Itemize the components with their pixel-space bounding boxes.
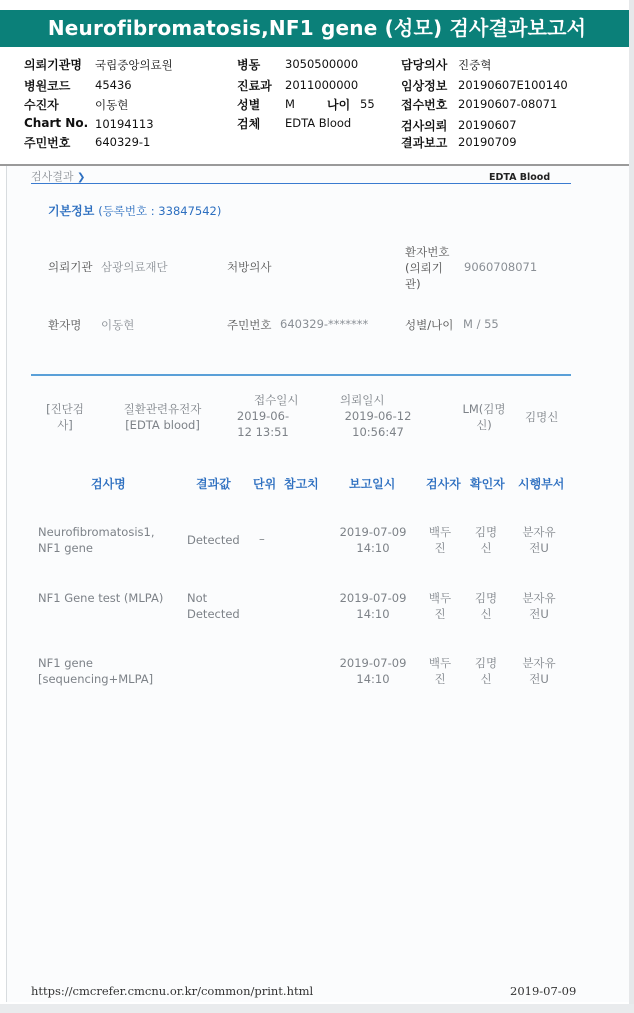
row-department: 분자유전U <box>522 656 556 686</box>
field-label: 검사의뢰 <box>401 119 448 133</box>
field-value: 이동현 <box>95 98 129 112</box>
ssn-value: 640329-******* <box>280 317 369 331</box>
specimen-label: EDTA Blood <box>489 172 551 183</box>
patient-no-label-line2: (의뢰기 <box>405 261 443 275</box>
field-value: 20190607E100140 <box>458 78 568 92</box>
row-department: 분자유전U <box>522 591 556 621</box>
field-label: Chart No. <box>24 116 89 130</box>
field-label: 수진자 <box>24 98 59 112</box>
print-url: https://cmcrefer.cmcnu.or.kr/common/print.html <box>31 984 314 998</box>
tab-underline <box>31 183 571 184</box>
result-tab-label: 검사결과 <box>31 170 74 183</box>
request-org-value: 삼광의료재단 <box>101 260 168 274</box>
registration-number: (등록번호 : 33847542) <box>98 204 222 218</box>
field-label: 성별 <box>237 98 261 112</box>
sex-age-label: 성별/나이 <box>405 318 454 332</box>
header-row <box>401 56 447 73</box>
doctor-label: 처방의사 <box>227 260 272 274</box>
row-report-date: 2019-07-09 14:10 <box>339 525 407 555</box>
col-header-report-date: 보고일시 <box>349 477 396 491</box>
summary-confirmer: 김명신 <box>525 410 559 424</box>
summary-test: 질환관련유전자[EDTA blood] <box>123 402 202 432</box>
field-value: 45436 <box>95 78 132 92</box>
field-label: 나이 <box>327 98 351 112</box>
row-unit: – <box>259 532 265 546</box>
basic-info-title: 기본정보 <box>48 204 95 218</box>
field-value: 진중혁 <box>458 58 492 72</box>
row-test-name: NF1 Gene test (MLPA) <box>38 591 164 605</box>
row-department: 분자유전U <box>522 525 556 555</box>
header-row <box>237 96 260 113</box>
col-header-reference: 참고치 <box>284 477 319 491</box>
col-header-department: 시행부서 <box>518 477 565 491</box>
field-label: 의뢰기관명 <box>24 58 82 72</box>
field-label: 진료과 <box>237 79 272 93</box>
section-divider <box>31 374 571 376</box>
chevron-down-icon: ❯ <box>77 172 86 183</box>
row-tester: 백두진 <box>428 525 452 555</box>
print-date: 2019-07-09 <box>510 984 577 998</box>
patient-name-value: 이동현 <box>101 318 135 332</box>
row-report-date: 2019-07-09 14:10 <box>339 591 407 621</box>
field-value: 20190607-08071 <box>458 97 558 111</box>
field-value: 3050500000 <box>285 57 359 71</box>
header-row <box>401 117 447 134</box>
field-value: 20190709 <box>458 135 517 149</box>
col-header-tester: 검사자 <box>426 477 461 491</box>
field-value: M <box>285 97 295 111</box>
ssn-label: 주민번호 <box>227 318 272 332</box>
header-row <box>24 96 59 113</box>
result-tab[interactable] <box>31 168 85 184</box>
patient-name-label: 환자명 <box>48 318 82 332</box>
field-value: 2011000000 <box>285 78 359 92</box>
header-row <box>24 116 88 130</box>
row-result: Detected <box>187 533 240 547</box>
header-row <box>401 77 447 94</box>
header-row <box>237 77 272 94</box>
row-tester: 백두진 <box>428 656 452 686</box>
summary-receipt-time: 2019-06-12 13:51 <box>236 409 290 439</box>
header-row <box>237 56 260 73</box>
request-time-label: 의뢰일시 <box>340 393 385 407</box>
col-header-result: 결과값 <box>196 477 231 491</box>
header-row <box>237 115 260 132</box>
basic-info-heading <box>48 202 221 219</box>
field-value: 20190607 <box>458 118 517 132</box>
header-row <box>401 96 447 113</box>
field-label: 주민번호 <box>24 136 71 150</box>
summary-lm: LM(김명신) <box>462 402 506 432</box>
row-confirmer: 김명신 <box>474 656 498 686</box>
field-value: 55 <box>360 97 375 111</box>
field-label: 접수번호 <box>401 98 448 112</box>
field-label: 담당의사 <box>401 58 448 72</box>
page-edge <box>629 0 634 1013</box>
col-header-confirmer: 확인자 <box>470 477 505 491</box>
row-test-name: NF1 gene [sequencing+MLPA] <box>38 656 154 686</box>
field-label: 병원코드 <box>24 79 71 93</box>
header-row <box>24 77 70 94</box>
col-header-unit: 단위 <box>253 477 277 491</box>
request-org-label: 의뢰기관 <box>48 260 93 274</box>
field-value: EDTA Blood <box>285 116 352 130</box>
row-confirmer: 김명신 <box>474 591 498 621</box>
summary-request-time: 2019-06-12 10:56:47 <box>344 409 412 439</box>
header-row <box>24 56 82 73</box>
patient-no-label-line3: 관) <box>405 277 421 291</box>
scanned-printout <box>6 166 632 1002</box>
field-label: 임상정보 <box>401 79 448 93</box>
header-row <box>327 96 350 113</box>
header-row <box>401 134 447 151</box>
field-value: 10194113 <box>95 117 154 131</box>
patient-no-label-line1: 환자번호 <box>405 245 450 259</box>
row-test-name: Neurofibromatosis1, NF1 gene <box>38 525 155 555</box>
summary-category: [진단검사] <box>46 402 84 432</box>
field-value: 640329-1 <box>95 135 151 149</box>
report-title: Neurofibromatosis,NF1 gene (성모) 검사결과보고서 <box>0 10 634 47</box>
page-bottom-edge <box>0 1004 634 1013</box>
header-row <box>24 134 70 151</box>
col-header-test-name: 검사명 <box>91 477 126 491</box>
sex-age-value: M / 55 <box>463 317 499 331</box>
patient-no-value: 9060708071 <box>464 260 538 274</box>
field-label: 결과보고 <box>401 136 448 150</box>
field-label: 병동 <box>237 58 261 72</box>
receipt-time-label: 접수일시 <box>254 393 299 407</box>
row-confirmer: 김명신 <box>474 525 498 555</box>
field-value: 국립중앙의료원 <box>95 58 173 72</box>
row-report-date: 2019-07-09 14:10 <box>339 656 407 686</box>
row-result: Not Detected <box>187 591 240 621</box>
row-tester: 백두진 <box>428 591 452 621</box>
field-label: 검체 <box>237 117 261 131</box>
